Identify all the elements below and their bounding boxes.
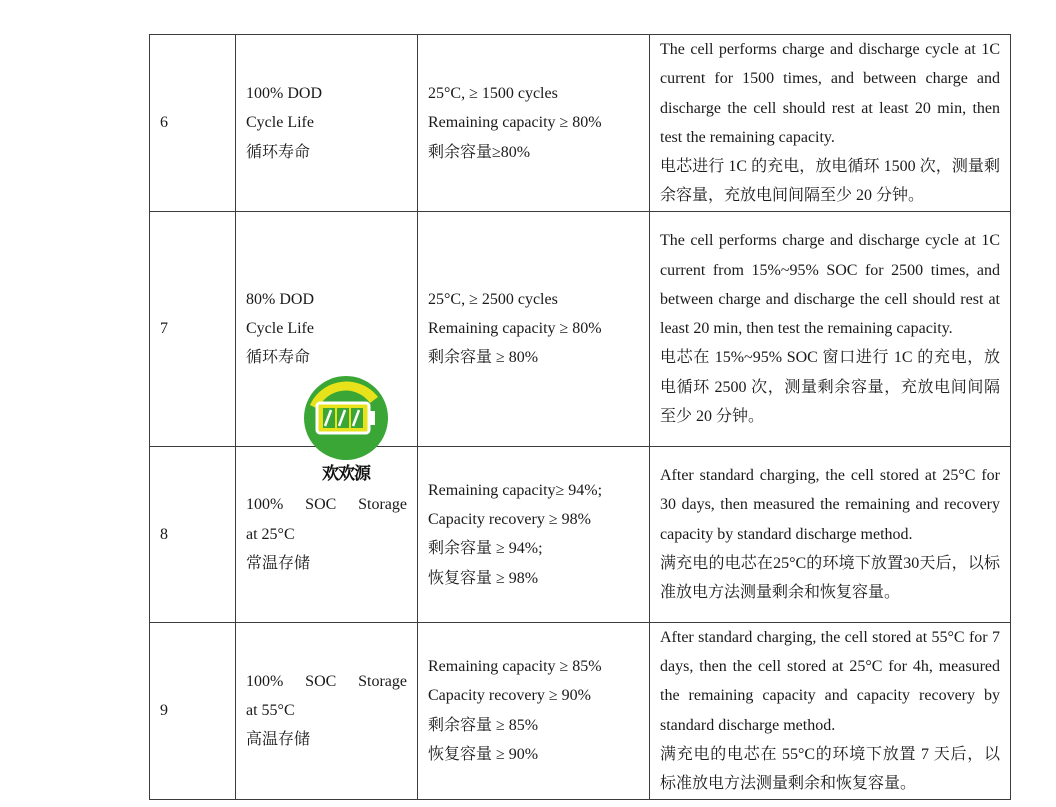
item-line: at 25°C	[246, 525, 295, 543]
watermark-logo	[300, 375, 392, 485]
requirement-line: Capacity recovery ≥ 98%	[428, 510, 591, 528]
row-number: 7	[150, 211, 236, 446]
row-number: 9	[150, 622, 236, 799]
item-line: Cycle Life	[246, 320, 314, 338]
test-method	[650, 622, 1011, 799]
item-line: 100% DOD	[246, 84, 322, 102]
requirement-line: Remaining capacity ≥ 80%	[428, 114, 602, 132]
requirement-line: Remaining capacity ≥ 80%	[428, 320, 602, 338]
table-row	[150, 35, 1011, 212]
item-line: 100% SOC Storage	[246, 672, 407, 690]
test-method	[650, 211, 1011, 446]
requirement-line: Capacity recovery ≥ 90%	[428, 687, 591, 705]
table-row	[150, 622, 1011, 799]
description-cn: 满充电的电芯在25°C的环境下放置30天后，以标准放电方法测量剩余和恢复容量。	[660, 554, 1000, 602]
row-number: 8	[150, 446, 236, 622]
test-item	[236, 622, 418, 799]
item-line: 100% SOC Storage	[246, 496, 407, 514]
item-line: 80% DOD	[246, 290, 314, 308]
test-method	[650, 35, 1011, 212]
watermark-text: 欢欢源	[322, 464, 370, 484]
description-en: The cell performs charge and discharge cycle at 1C current for 1500 times, and between charge and discharge the cell should rest at least 20 min, then test the remaining capacity.	[660, 41, 1000, 146]
requirement-line: 剩余容量 ≥ 80%	[428, 349, 539, 367]
item-line: 循环寿命	[246, 143, 311, 161]
item-line: 高温存储	[246, 731, 311, 749]
requirement-line: Remaining capacity≥ 94%;	[428, 481, 603, 499]
requirement-line: 恢复容量 ≥ 98%	[428, 569, 539, 587]
item-line: Cycle Life	[246, 114, 314, 132]
item-line: at 55°C	[246, 702, 295, 720]
requirement-line: 25°C, ≥ 2500 cycles	[428, 290, 558, 308]
requirement	[418, 622, 650, 799]
item-line: 循环寿命	[246, 349, 311, 367]
requirement	[418, 446, 650, 622]
description-en: After standard charging, the cell stored at 25°C for 30 days, then measured the remaining and recovery capacity by standard discharge method.	[660, 467, 1000, 543]
requirement-line: 剩余容量 ≥ 85%	[428, 716, 539, 734]
requirement-line: 剩余容量≥80%	[428, 143, 531, 161]
test-item	[236, 35, 418, 212]
description-en: After standard charging, the cell stored at 55°C for 7 days, then the cell stored at 25°C for 4h, measured the remaining capacity and capacity recovery by standard discharge method.	[660, 628, 1000, 734]
requirement-line: 剩余容量 ≥ 94%;	[428, 540, 543, 558]
requirement-line: 25°C, ≥ 1500 cycles	[428, 84, 558, 102]
test-method	[650, 446, 1011, 622]
description-cn: 电芯进行 1C 的充电，放电循环 1500 次，测量剩余容量，充放电间间隔至少 20 分钟。	[660, 158, 1000, 205]
battery-logo-icon	[300, 375, 392, 461]
table-row	[150, 211, 1011, 446]
description-cn: 满充电的电芯在 55°C的环境下放置 7 天后，以标准放电方法测量剩余和恢复容量。	[660, 745, 1000, 793]
requirement-line: Remaining capacity ≥ 85%	[428, 658, 602, 676]
table-row	[150, 446, 1011, 622]
description-en: The cell performs charge and discharge cycle at 1C current from 15%~95% SOC for 2500 times, and between charge and discharge the cell should rest at least 20 min, then test the remaining capacity.	[660, 232, 1000, 338]
row-number: 6	[150, 35, 236, 212]
requirement-line: 恢复容量 ≥ 90%	[428, 745, 539, 763]
spec-table	[149, 34, 1011, 800]
item-line: 常温存储	[246, 554, 311, 572]
requirement	[418, 211, 650, 446]
description-cn: 电芯在 15%~95% SOC 窗口进行 1C 的充电，放电循环 2500 次，测量剩余容量，充放电间间隔至少 20 分钟。	[660, 349, 1000, 426]
requirement	[418, 35, 650, 212]
